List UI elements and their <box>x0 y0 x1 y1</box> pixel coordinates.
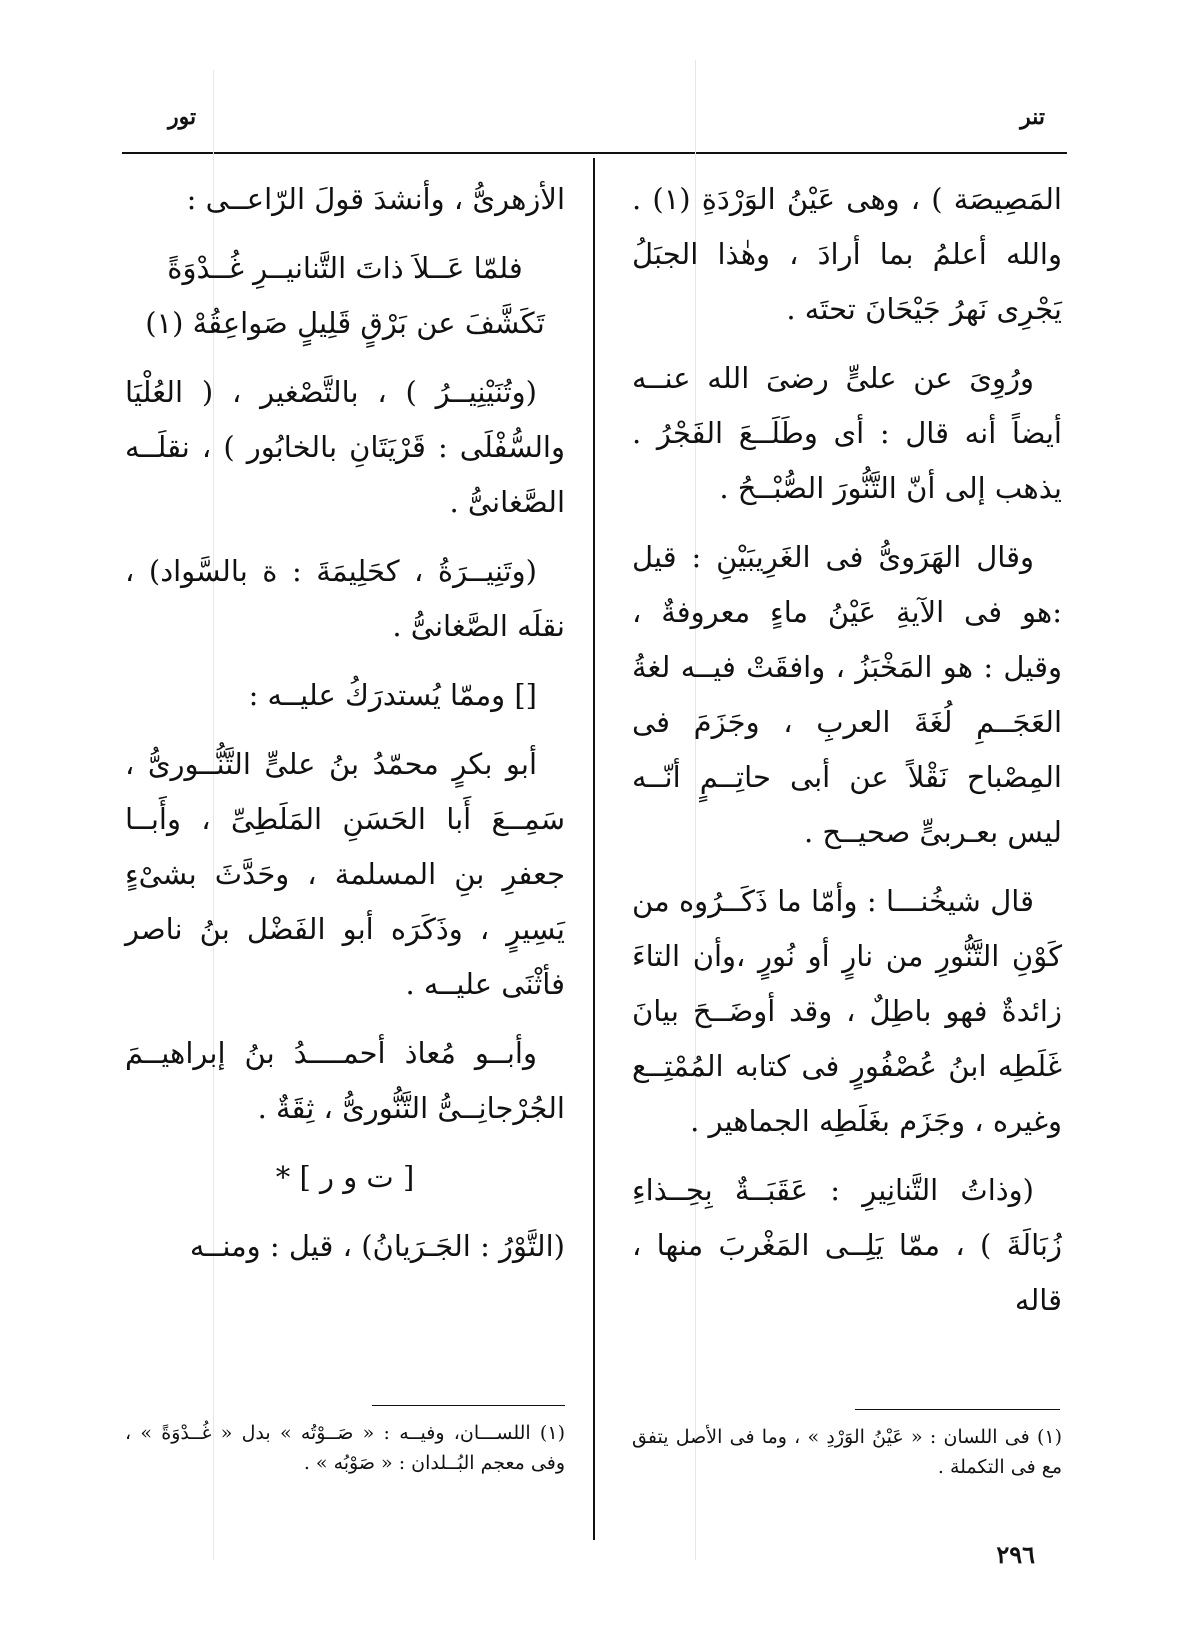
paragraph: ورُوِىَ عن علىٍّ رضىَ الله عنــه أيضاً أنه قال : أى وطَلَــعَ الفَجْرُ . يذهب إلى أنّ التَّنُّورَ الصُّبْــحُ . <box>632 361 1062 505</box>
paragraph: المَصِيصَة ) ، وهى عَيْنُ الوَرْدَةِ (١) . والله أعلمُ بما أرادَ ، وهٰذا الجبَلُ يَجْرِى نَهرُ جَيْحَانَ تحتَه . <box>632 182 1062 326</box>
footnote-rule <box>855 1409 1060 1410</box>
header-right-word: تنر <box>1020 104 1045 130</box>
paragraph: أبو بكرٍ محمّدُ بنُ علىٍّ التَّنُّــورىُّ ، سَمِــعَ أَبا الحَسَنِ المَلَطِىِّ ، وأَبــا جعفرِ بنِ المسلمة ، وحَدَّثَ بشىْءٍ يَسِيرٍ ، وذَكَرَه أبو الفَضْل بنُ ناصر فأثْنَى عليــه . <box>125 747 565 1001</box>
right-column <box>632 172 1062 1342</box>
paragraph: (التَّوْرُ : الجَـرَيانُ) ، قيل : ومنــه <box>189 1229 565 1263</box>
page-number: ٢٩٦ <box>996 1540 1035 1569</box>
paragraph: (وتُنَيْنِيــرُ ) ، بالتَّصْغير ، ( العُلْيَا والسُّفْلَى : قَرْيَتَانِ بالخابُور ) ، نقلَــه الصَّغانىُّ . <box>125 375 565 519</box>
header-rule <box>122 152 1067 154</box>
column-divider <box>593 158 595 1540</box>
paragraph: (وتَنِيــرَةُ ، كحَلِيمَةَ : ة بالسَّواد) ، نقلَه الصَّغانىُّ . <box>125 554 565 643</box>
header-left-word: تور <box>168 104 197 130</box>
paragraph: قال شيخُنـــا : وأمّا ما ذَكَــرُوه من كَوْنِ التَّنُّورِ من نارٍ أو نُورٍ ،وأن التاءَ زائدةٌ فهو باطِلٌ ، وقد أوضَــحَ بيانَ غَلَطِه ابنُ عُصْفُورٍ فى كتابه المُمْتِــع وغيره ، وجَزَم بغَلَطِه الجماهير . <box>632 884 1062 1138</box>
paragraph: الأزهرىُّ ، وأنشدَ قولَ الرّاعــى : <box>186 182 565 216</box>
paragraph: وأبــو مُعاذ أحمــــدُ بنُ إبراهيــمَ الجُرْجانِــىُّ التَّنُّورىُّ ، ثِقَةٌ . <box>125 1036 565 1125</box>
footnote: (١) اللســـان، وفيــه : « صَــوْتُه » بدل « غُــدْوَةً » ، وفى معجم البُــلدان : « صَوْبُه » . <box>125 1422 565 1474</box>
verse-line: فلمّا عَــلاَ ذاتَ التَّنانيــرِ غُــدْوَةً <box>167 251 523 285</box>
footnote: (١) فى اللسان : « عَيْنُ الوَرْدِ » ، وما فى الأصل يتفق مع فى التكملة . <box>632 1426 1062 1478</box>
entry-heading: [ ت و ر ] * <box>275 1160 415 1194</box>
paragraph: وقال الهَرَوىُّ فى الغَرِيبَيْنِ : قيل :هو فى الآيةِ عَيْنُ ماءٍ معروفةٌ ، وقيل : هو المَخْبَزُ ، وافقَتْ فيــه لغةُ العَجَــمِ لُغَةَ العربِ ، وجَزَمَ فى المِصْباح نَقْلاً عن أبى حاتِــمٍ أنّــه ليس بعـربىٍّ صحيــح . <box>632 540 1062 849</box>
left-column <box>125 172 565 1288</box>
paragraph: [] وممّا يُستدرَكُ عليــه : <box>248 678 537 712</box>
footnote-rule <box>372 1405 565 1406</box>
paragraph: (وذاتُ التَّنانِيرِ : عَقَبَــةٌ بِحِــذاءِ زُبَالَةَ ) ، ممّا يَلِــى المَغْربَ منها ، قاله <box>632 1173 1062 1317</box>
verse-line: تَكَشَّفَ عن بَرْقٍ قَلِيلٍ صَواعِقُهْ (١) <box>145 306 545 340</box>
